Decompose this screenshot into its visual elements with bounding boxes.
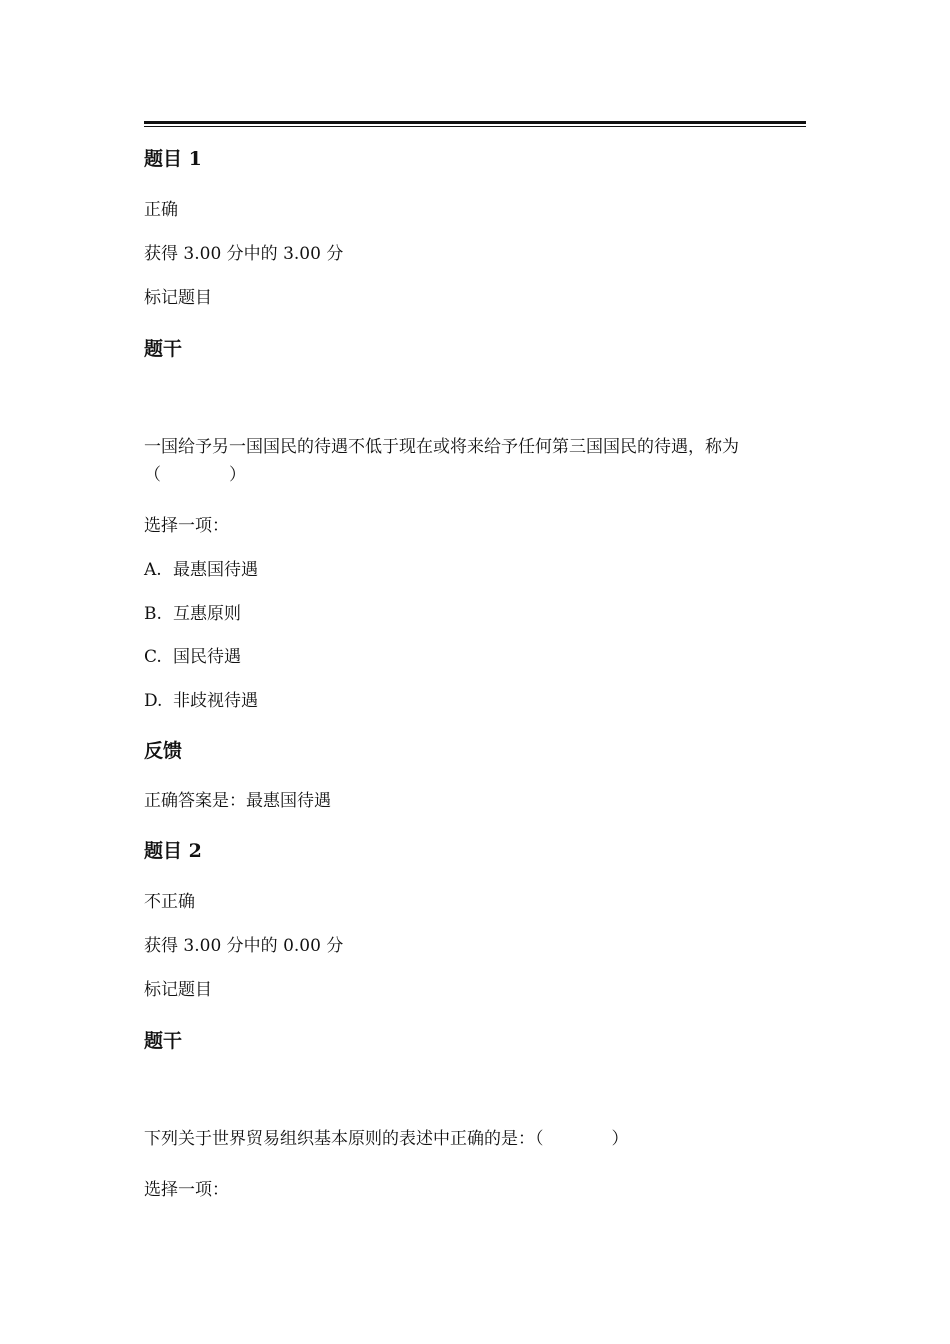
option-a-letter: A. xyxy=(144,560,162,580)
question-1-title: 题目 1 xyxy=(144,148,202,170)
header-rule xyxy=(144,121,806,124)
question-1-text-body: 一国给予另一国国民的待遇不低于现在或将来给予任何第三国国民的待遇，称为 xyxy=(144,437,739,457)
question-1-flag-link[interactable]: 标记题目 xyxy=(144,288,212,308)
option-c[interactable] xyxy=(144,646,241,668)
question-2-flag-link[interactable]: 标记题目 xyxy=(144,980,212,1000)
option-c-text: 国民待遇 xyxy=(173,647,241,667)
question-1-text xyxy=(144,433,814,489)
option-c-letter: C. xyxy=(144,647,162,667)
option-a[interactable] xyxy=(144,559,258,581)
question-2-score: 获得 3.00 分中的 0.00 分 xyxy=(144,936,344,956)
option-d[interactable] xyxy=(144,690,258,712)
question-1-paren: （ ） xyxy=(144,465,246,485)
question-2-stem-label: 题干 xyxy=(144,1030,183,1052)
option-d-letter: D. xyxy=(144,691,163,711)
option-d-text: 非歧视待遇 xyxy=(173,691,258,711)
option-a-text: 最惠国待遇 xyxy=(173,560,258,580)
header-rule-thin xyxy=(144,126,806,127)
question-1-score: 获得 3.00 分中的 3.00 分 xyxy=(144,244,344,264)
question-2-title: 题目 2 xyxy=(144,840,202,862)
question-1-choose-label: 选择一项： xyxy=(144,516,229,536)
option-b-text: 互惠原则 xyxy=(173,604,241,624)
question-1-feedback-label: 反馈 xyxy=(144,740,183,762)
question-1-stem-label: 题干 xyxy=(144,338,183,360)
question-1-feedback: 正确答案是：最惠国待遇 xyxy=(144,791,331,811)
question-2-choose-label: 选择一项： xyxy=(144,1180,229,1200)
question-2-text: 下列关于世界贸易组织基本原则的表述中正确的是：（ ） xyxy=(144,1129,629,1149)
option-b-letter: B. xyxy=(144,604,162,624)
question-2-status: 不正确 xyxy=(144,892,195,912)
question-1-status: 正确 xyxy=(144,200,178,220)
option-b[interactable] xyxy=(144,603,241,625)
